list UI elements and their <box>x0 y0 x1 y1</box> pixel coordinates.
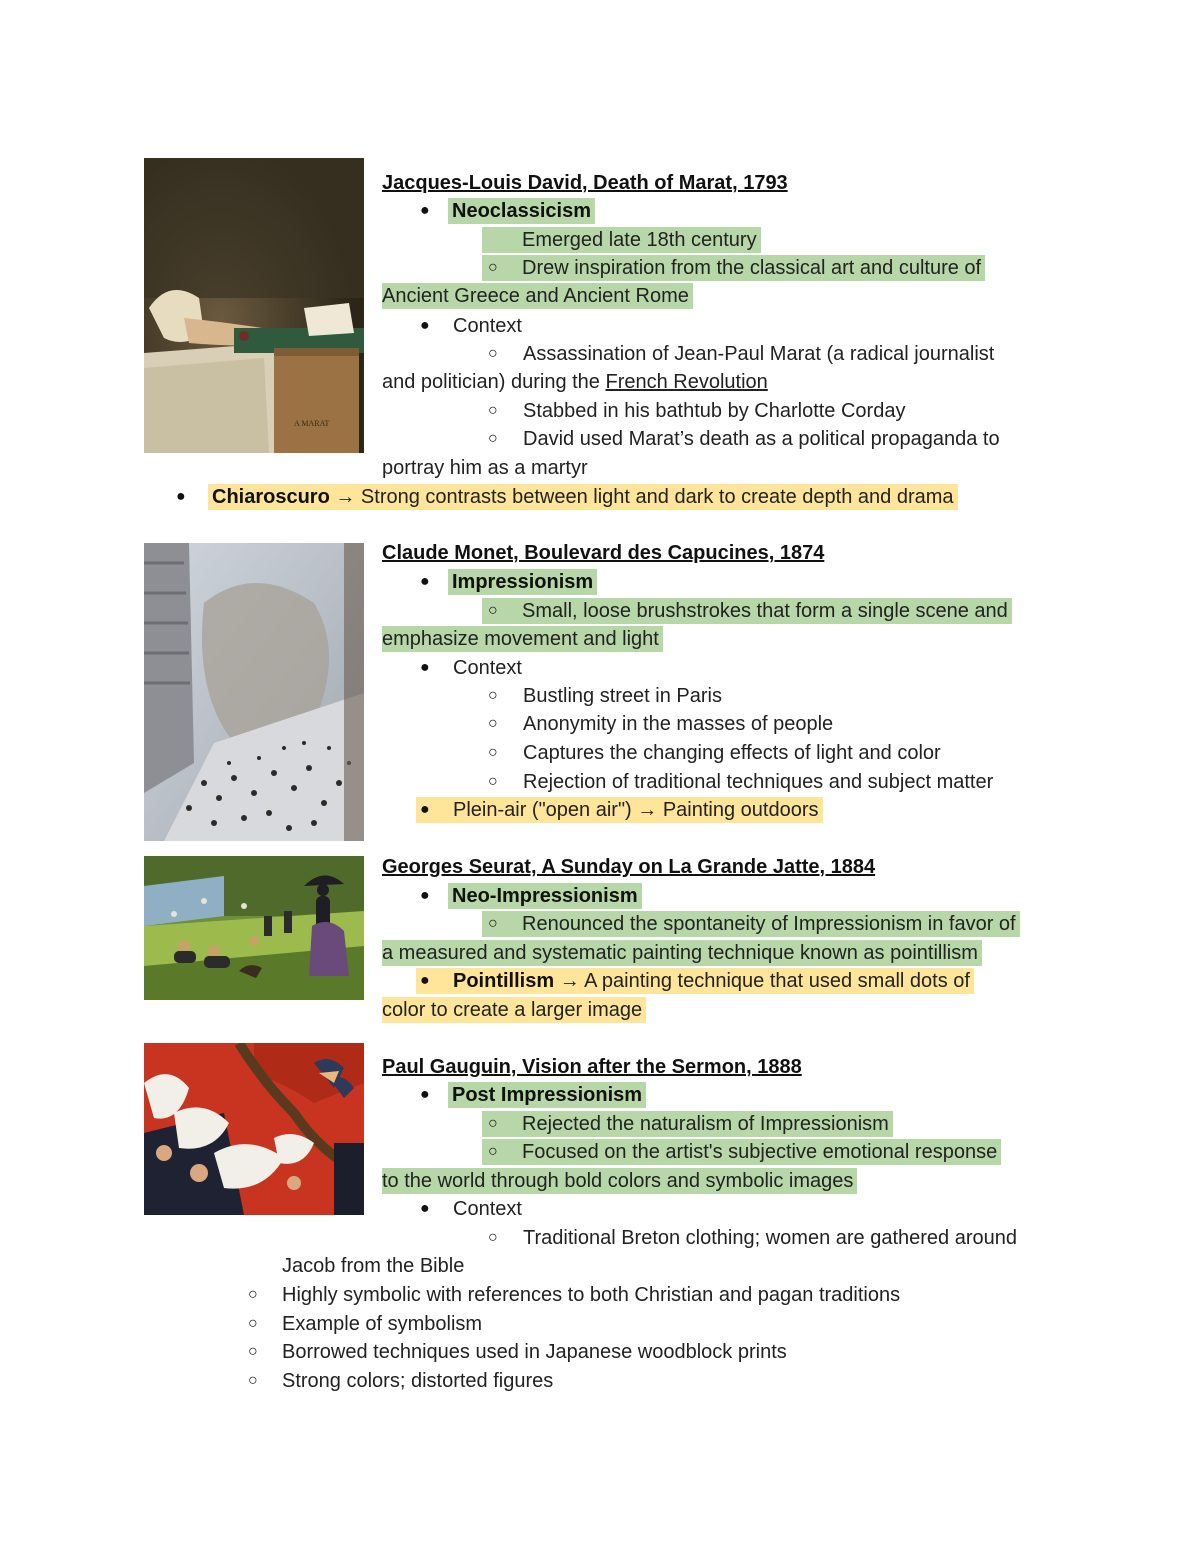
painting-la-grande-jatte <box>144 856 364 1000</box>
context-point: Stabbed in his bathtub by Charlotte Corday <box>523 400 906 422</box>
context-point: Captures the changing effects of light and color <box>523 742 941 764</box>
painting-inscription: A MARAT <box>294 419 330 428</box>
circle-bullet-icon: ○ <box>488 1229 498 1246</box>
link-french-revolution[interactable]: French Revolution <box>605 371 768 393</box>
context-label: Context <box>453 657 522 679</box>
context-label: Context <box>453 1198 522 1220</box>
section-title-gauguin: Paul Gauguin, Vision after the Sermon, 1888 <box>382 1056 802 1078</box>
extra-point: Highly symbolic with references to both Christian and pagan traditions <box>282 1284 901 1306</box>
circle-bullet-icon: ○ <box>488 402 498 419</box>
painting-vision-after-the-sermon <box>144 1043 364 1215</box>
section-title-david: Jacques-Louis David, Death of Marat, 1793 <box>382 172 788 194</box>
section-title-seurat: Georges Seurat, A Sunday on La Grande Jatte, 1884 <box>382 856 876 878</box>
painting-death-of-marat <box>144 158 364 453</box>
extra-point: Strong colors; distorted figures <box>282 1370 554 1392</box>
extra-point: Example of symbolism <box>282 1313 483 1335</box>
circle-bullet-icon: ○ <box>488 687 498 704</box>
movement-point: Focused on the artist's subjective emotional response <box>482 1139 1001 1165</box>
circle-bullet-icon: ○ <box>488 1115 498 1132</box>
movement-point: Rejected the naturalism of Impressionism <box>482 1111 893 1137</box>
circle-bullet-icon: ○ <box>488 773 498 790</box>
movement-point: Emerged late 18th century <box>482 227 761 253</box>
circle-bullet-icon: ○ <box>488 915 498 932</box>
term-pointillism-cont: color to create a larger image <box>382 997 646 1023</box>
bullet-icon: ● <box>420 659 430 676</box>
context-label: Context <box>453 315 522 337</box>
context-point: Bustling street in Paris <box>523 685 722 707</box>
movement-label: Neoclassicism <box>448 198 595 224</box>
extra-point: Borrowed techniques used in Japanese woodblock prints <box>282 1341 787 1363</box>
circle-bullet-icon: ○ <box>488 1143 498 1160</box>
context-point: Anonymity in the masses of people <box>523 713 834 735</box>
bullet-icon: ● <box>420 573 430 590</box>
circle-bullet-icon: ○ <box>488 259 498 276</box>
bullet-icon: ● <box>420 1200 430 1217</box>
context-point-cont: and politician) during the French Revolution <box>382 371 768 393</box>
circle-bullet-icon: ○ <box>248 1372 258 1389</box>
movement-point-cont: Ancient Greece and Ancient Rome <box>382 283 693 309</box>
circle-bullet-icon: ○ <box>248 1286 258 1303</box>
bullet-icon: ● <box>420 202 430 219</box>
bullet-icon: ● <box>420 887 430 904</box>
context-point-cont: portray him as a martyr <box>382 457 588 479</box>
bullet-icon: ● <box>176 488 186 505</box>
painting-boulevard-des-capucines <box>144 543 364 841</box>
circle-bullet-icon: ○ <box>488 715 498 732</box>
term-pointillism: Pointillism → A painting technique that used small dots of <box>416 968 974 994</box>
movement-point: Small, loose brushstrokes that form a single scene and <box>482 598 1012 624</box>
circle-bullet-icon: ○ <box>488 602 498 619</box>
movement-label: Neo-Impressionism <box>448 883 642 909</box>
movement-point-cont: a measured and systematic painting technique known as pointillism <box>382 940 982 966</box>
context-point: David used Marat’s death as a political propaganda to <box>523 428 1000 450</box>
movement-point: Drew inspiration from the classical art and culture of <box>482 255 985 281</box>
bullet-icon: ● <box>420 317 430 334</box>
movement-label: Impressionism <box>448 569 597 595</box>
context-point-cont: Jacob from the Bible <box>282 1255 465 1277</box>
circle-bullet-icon: ○ <box>488 744 498 761</box>
context-point: Rejection of traditional techniques and subject matter <box>523 771 994 793</box>
movement-label: Post Impressionism <box>448 1082 646 1108</box>
circle-bullet-icon: ○ <box>248 1315 258 1332</box>
bullet-icon: ● <box>420 1086 430 1103</box>
circle-bullet-icon: ○ <box>488 345 498 362</box>
term-chiaroscuro: Chiaroscuro → Strong contrasts between light and dark to create depth and drama <box>208 484 958 510</box>
circle-bullet-icon: ○ <box>488 430 498 447</box>
section-title-monet: Claude Monet, Boulevard des Capucines, 1874 <box>382 542 825 564</box>
movement-point-cont: emphasize movement and light <box>382 626 663 652</box>
term-plein-air: Plein-air ("open air") → Painting outdoors <box>416 797 823 823</box>
context-point: Traditional Breton clothing; women are gathered around <box>523 1227 1018 1249</box>
movement-point: Renounced the spontaneity of Impressionism in favor of <box>482 911 1020 937</box>
bullet-icon: ● <box>420 801 430 818</box>
movement-point-cont: to the world through bold colors and symbolic images <box>382 1168 857 1194</box>
context-point: Assassination of Jean-Paul Marat (a radical journalist <box>523 343 995 365</box>
bullet-icon: ● <box>420 972 430 989</box>
circle-bullet-icon: ○ <box>248 1343 258 1360</box>
